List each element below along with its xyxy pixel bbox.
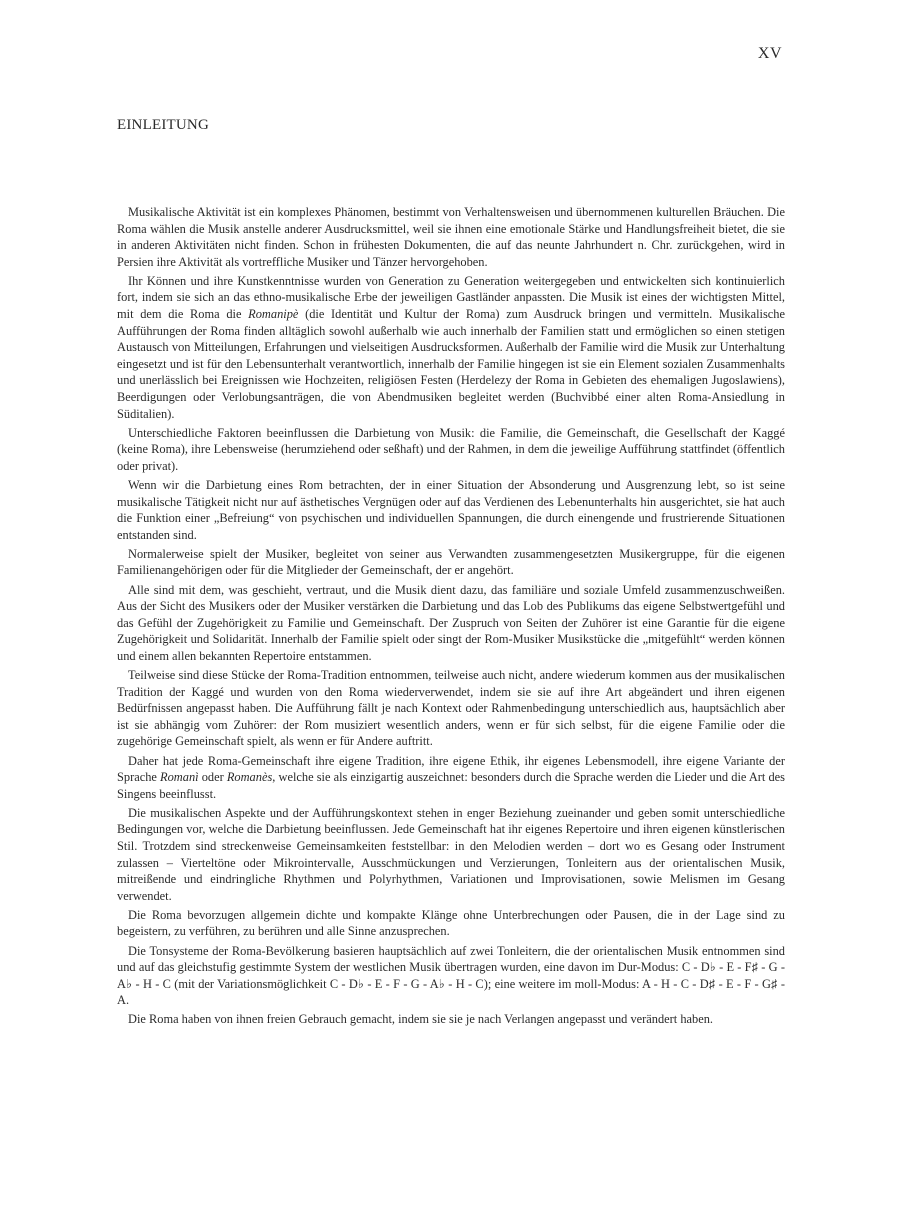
section-heading: EINLEITUNG — [117, 117, 209, 133]
text-run: Musikalische Aktivität ist ein komplexes Phänomen, bestimmt von Verhaltensweisen und übernommenen kulturellen Bräuchen. Die Roma wählen die Musik anstelle anderer Ausdrucksmittel, weil sie ihnen eine emotionale Stärke und Handlungsfreiheit bietet, die sie in anderen Aktivitäten nicht finden. Schon in frühesten Dokumenten, die auf das neunte Jahrhundert n. Chr. zurückgehen, wird in Persien ihre Aktivität als vortreffliche Musiker und Tänzer hervorgehoben. — [117, 205, 785, 269]
paragraph — [117, 425, 785, 475]
text-run: Unterschiedliche Faktoren beeinflussen die Darbietung von Musik: die Familie, die Gemeinschaft, die Gesellschaft der Kaggé (keine Roma), ihre Lebensweise (herumziehend oder seßhaft) und der Rahmen, in dem die jeweilige Aufführung stattfindet (öffentlich oder privat). — [117, 425, 785, 473]
paragraph — [117, 204, 785, 270]
paragraph — [117, 273, 785, 422]
text-run: , welche sie als einzigartig auszeichnet: besonders durch die Sprache werden die Lieder und die Art des Singens beeinflusst. — [117, 770, 785, 801]
text-run: Alle sind mit dem, was geschieht, vertraut, und die Musik dient dazu, das familiäre und soziale Umfeld zusammenzuschweißen. Aus der Sicht des Musikers oder der Musiker verstärken die Darbietung und das Lob des Publikums das eigene Selbstwertgefühl und das Gefühl der Zugehörigkeit zu Familie und Gemeinschaft. Der Zuspruch von Seiten der Zuhörer ist eine Garantie für die eigene Zugehörigkeit und Solidarität. Innerhalb der Familie spielt oder singt der Rom-Musiker Musikstücke die „mitgefühlt“ werden können und einem allen bekannten Repertoire entstammen. — [117, 582, 785, 663]
italic-term: Romanipè — [248, 307, 299, 322]
text-run: Teilweise sind diese Stücke der Roma-Tradition entnommen, teilweise auch nicht, andere wiederum kommen aus der musikalischen Tradition der Kaggé und wurden von den Roma wiederverwendet, indem sie sie auf ihre Art abgeändert und ihren eigenen Bedürfnissen angepasst haben. Die Aufführung fällt je nach Kontext oder Rahmenbedingung unterschiedlich aus, hauptsächlich aber ist sie abhängig vom Zuhörer: der Rom musiziert wesentlich anders, wenn er für sich selbst, für die eigene Familie oder die zugehörige Gemeinschaft spielt, als wenn er für Andere auftritt. — [117, 668, 785, 749]
text-run: Die musikalischen Aspekte und der Aufführungskontext stehen in enger Beziehung zueinander und geben somit unterschiedliche Bedingungen vor, welche die Darbietung beeinflussen. Jede Gemeinschaft hat ihr eigenes Repertoire und ihren eigenen künstlerischen Stil. Trotzdem sind streckenweise Gemeinsamkeiten feststellbar: in den Melodien werden – dort wo es Gesang oder Instrument zulassen – Vierteltöne oder Mikrointervalle, Ausschmückungen und Verzierungen, Tonleitern aus der orientalischen Musik, mitreißende und eindringliche Rhythmen und Polyrhythmen, Variationen und Improvisationen, sowie Melismen im Gesang verwendet. — [117, 805, 785, 903]
paragraph — [117, 546, 785, 579]
paragraph — [117, 582, 785, 665]
body-text — [117, 204, 785, 1031]
paragraph — [117, 667, 785, 750]
text-run: (die Identität und Kultur der Roma) zum Ausdruck bringen und vermitteln. Musikalische Aufführungen der Roma finden alltäglich sowohl außerhalb wie auch innerhalb der Familien statt und ermöglichen so einen stetigen Austausch von Mitteilungen, Erfahrungen und vielseitigen Ausdrucksformen. Außerhalb der Familie wird die Musik zur Unterhaltung eingesetzt und ist für den Lebensunterhalt verantwortlich, innerhalb der Familie hingegen ist sie ein Element sozialen Zusammenhalts und unerlässlich bei Ereignissen wie Hochzeiten, religiösen Festen (Herdelezy der Roma in Gebieten des ehemaligen Jugoslawiens), Beerdigungen oder Verlobungsanträgen, die von Abendmusiken begleitet werden (Buchvibbé einer alten Roma-Ansiedlung in Süditalien). — [117, 307, 786, 421]
text-run: Die Roma haben von ihnen freien Gebrauch gemacht, indem sie sie je nach Verlangen angepasst und verändert haben. — [128, 1012, 714, 1027]
italic-term: Romanès — [226, 770, 273, 785]
paragraph — [117, 753, 785, 803]
page-number: XV — [757, 45, 782, 62]
text-run: Daher hat jede Roma-Gemeinschaft ihre eigene Tradition, ihre eigene Ethik, ihr eigenes Lebensmodell, ihre eigene Variante der Sprache — [117, 753, 785, 785]
text-run: Ihr Können und ihre Kunstkenntnisse wurden von Generation zu Generation weitergegeben und entwickelten sich kontinuierlich fort, indem sie sich an das ethno-musikalische Erbe der jeweiligen Gastländer anpassten. Die Musik ist eines der wichtigsten Mittel, mit dem die Roma die — [117, 273, 785, 322]
paragraph — [117, 477, 785, 543]
paragraph — [117, 907, 785, 940]
text-run: Die Roma bevorzugen allgemein dichte und kompakte Klänge ohne Unterbrechungen oder Pausen, die in der Lage sind zu begeistern, zu verführen, zu berühren und alle Sinne anzusprechen. — [117, 907, 785, 939]
paragraph — [117, 1011, 785, 1028]
text-run: Normalerweise spielt der Musiker, begleitet von seiner aus Verwandten zusammengesetzten Musikergruppe, für die eigenen Familienangehörigen oder für die Mitglieder der Gemeinschaft, der er angehört. — [117, 546, 785, 578]
text-run: oder — [198, 770, 227, 785]
text-run: Die Tonsysteme der Roma-Bevölkerung basieren hauptsächlich auf zwei Tonleitern, die der orientalischen Musik entnommen sind und auf das gleichstufig gestimmte System der westlichen Musik übertragen wurden, eine davon im Dur-Modus: C - D♭ - E - F♯ - G - A♭ - H - C (mit der Variationsmöglichkeit C - D♭ - E - F - G - A♭ - H - C); eine weitere im moll-Modus: A - H - C - D♯ - E - F - G♯ - A. — [117, 943, 785, 1008]
paragraph — [117, 805, 785, 905]
text-run: Wenn wir die Darbietung eines Rom betrachten, der in einer Situation der Absonderung und Ausgrenzung lebt, so ist seine musikalische Tätigkeit nicht nur auf ästhetisches Vergnügen oder auf das Verdienen des Lebenunterhalts hin ausgerichtet, sie hat auch die Funktion einer „Befreiung“ von psychischen und individuellen Spannungen, die durch einengende und frustrierende Situationen entstanden sind. — [117, 478, 785, 542]
paragraph — [117, 943, 785, 1009]
italic-term: Romanì — [160, 770, 199, 785]
